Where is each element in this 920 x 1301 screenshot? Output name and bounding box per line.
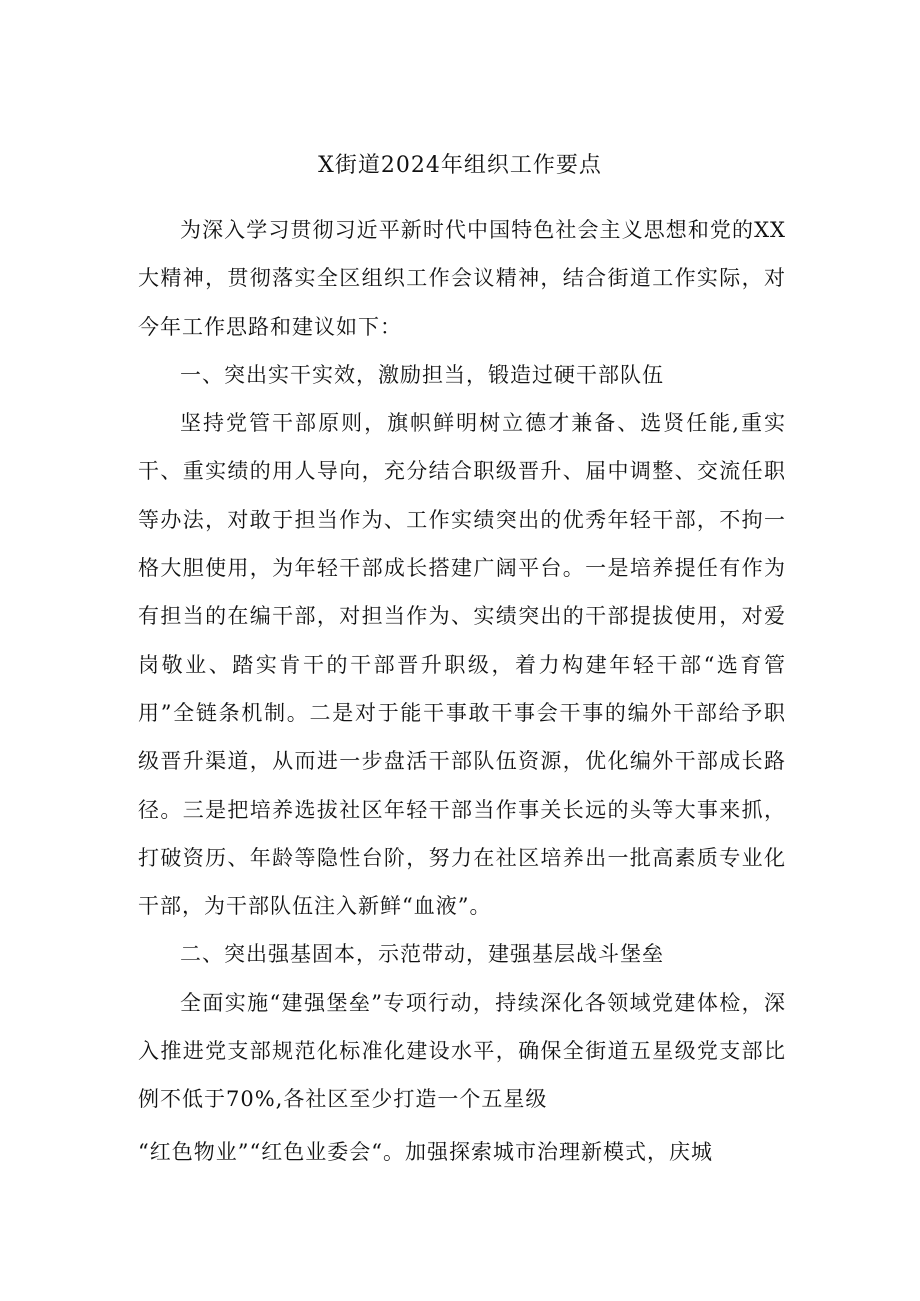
continued-text-line: “红色物业”“红色业委会“。加强探索城市治理新模式，庆城 bbox=[138, 1140, 713, 1164]
section-paragraph-2: 全面实施“建强堡垒”专项行动，持续深化各领域党建体检，深入推进党支部规范化标准化建设水平，确保全街道五星级党支部比例不低于70%,各社区至少打造一个五星级 bbox=[138, 990, 786, 1112]
section-heading-1: 一、突出实干实效，激励担当，锻造过硬干部队伍 bbox=[180, 362, 664, 387]
intro-paragraph: 为深入学习贯彻习近平新时代中国特色社会主义思想和党的XX大精神，贯彻落实全区组织工作会议精神，结合街道工作实际，对今年工作思路和建议如下： bbox=[138, 218, 786, 339]
section-paragraph-1: 坚持党管干部原则，旗帜鲜明树立德才兼备、选贤任能,重实干、重实绩的用人导向，充分结合职级晋升、届中调整、交流任职等办法，对敢于担当作为、工作实绩突出的优秀年轻干部，不拘一格大胆使用，为年轻干部成长搭建广阔平台。一是培养提任有作为有担当的在编干部，对担当作为、实绩突出的干部提拔使用，对爱岗敬业、踏实肯干的干部晋升职级，着力构建年轻干部“选育管用”全链条机制。二是对于能干事敢干事会干事的编外干部给予职级晋升渠道，从而进一步盘活干部队伍资源，优化编外干部成长路径。三是把培养选拔社区年轻干部当作事关长远的头等大事来抓，打破资历、年龄等隐性台阶，努力在社区培养出一批高素质专业化干部，为干部队伍注入新鲜“血液”。 bbox=[138, 411, 786, 919]
section-heading-2: 二、突出强基固本，示范带动，建强基层战斗堡垒 bbox=[180, 942, 664, 967]
document-title: X街道2024年组织工作要点 bbox=[318, 153, 602, 178]
document-body bbox=[138, 206, 786, 1124]
